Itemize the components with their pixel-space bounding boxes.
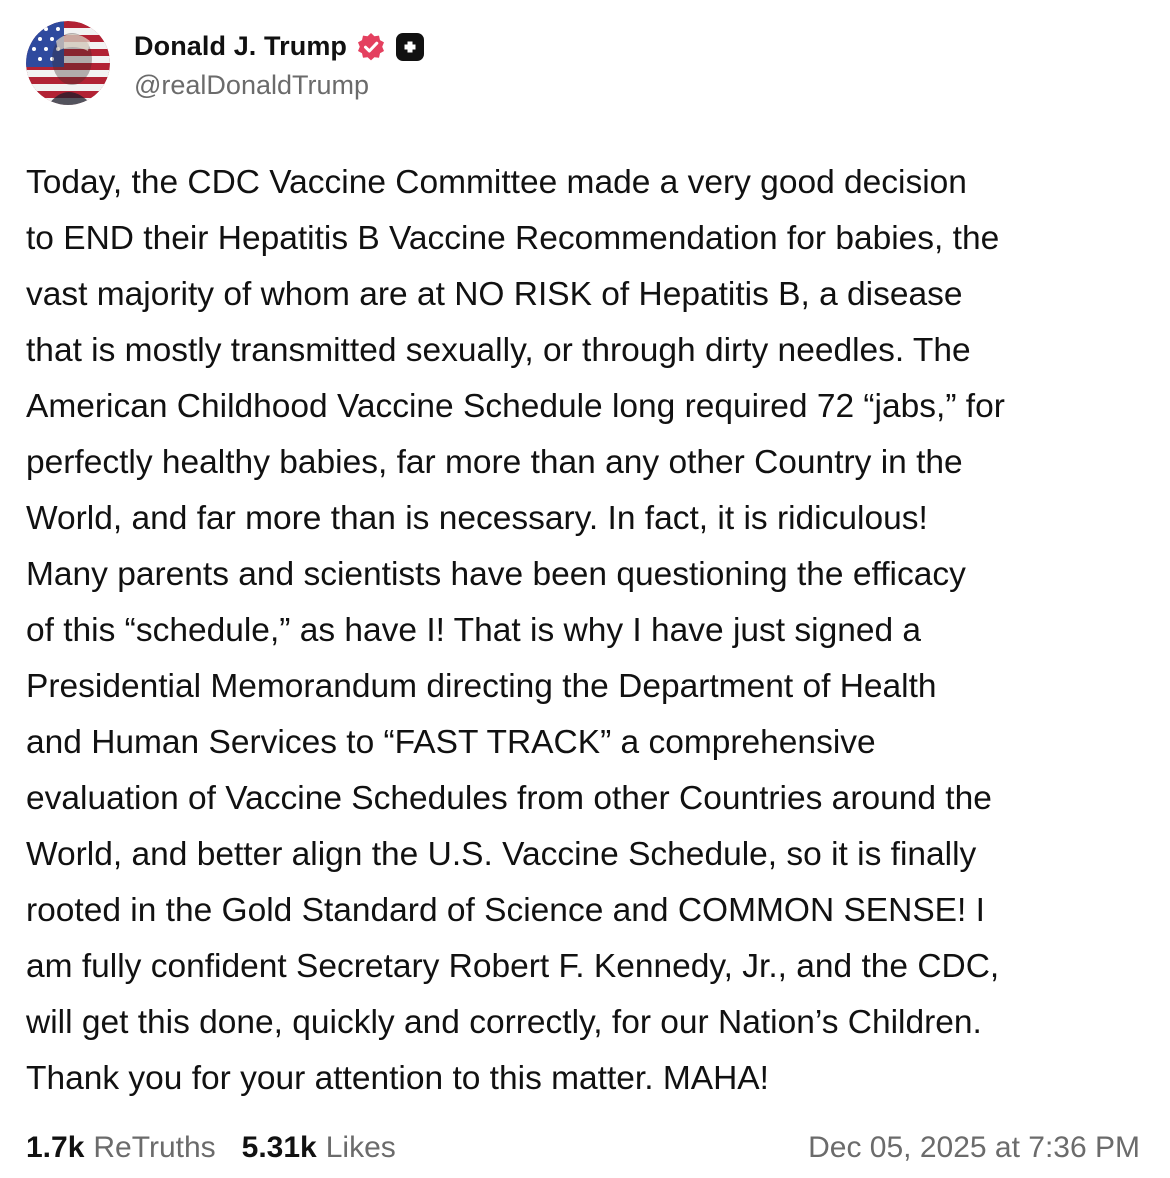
author-handle[interactable]: @realDonaldTrump — [134, 69, 369, 100]
post-body-line: Many parents and scientists have been questioning the efficacy — [26, 556, 966, 593]
post-body-line: Thank you for your attention to this matter. MAHA! — [26, 1060, 769, 1097]
truth-plus-icon — [394, 31, 426, 63]
author-display-name[interactable]: Donald J. Trump — [134, 31, 348, 61]
post-timestamp[interactable]: Dec 05, 2025 at 7:36 PM — [808, 1131, 1140, 1164]
retruths-label: ReTruths — [93, 1131, 216, 1164]
avatar[interactable] — [26, 21, 110, 105]
post-body-line: to END their Hepatitis B Vaccine Recommendation for babies, the — [26, 220, 1000, 257]
post-header — [26, 20, 426, 106]
post-body-line: that is mostly transmitted sexually, or through dirty needles. The — [26, 332, 971, 369]
author-identity — [134, 26, 426, 101]
post-body-line: of this “schedule,” as have I! That is why I have just signed a — [26, 612, 922, 649]
likes-label: Likes — [325, 1131, 396, 1164]
post-body — [26, 155, 1151, 1107]
post-body-line: will get this done, quickly and correctly, for our Nation’s Children. — [26, 1004, 982, 1041]
post-body-line: evaluation of Vaccine Schedules from other Countries around the — [26, 780, 992, 817]
likes-count: 5.31k — [241, 1131, 317, 1164]
post-body-line: World, and better align the U.S. Vaccine Schedule, so it is finally — [26, 836, 977, 873]
post-body-line: American Childhood Vaccine Schedule long required 72 “jabs,” for — [26, 388, 1005, 425]
name-row — [134, 26, 426, 68]
retruths-stat[interactable] — [26, 1131, 216, 1165]
post-body-line: perfectly healthy babies, far more than any other Country in the — [26, 444, 963, 481]
profile-photo-flag-overlay-icon — [26, 21, 110, 105]
post-body-line: rooted in the Gold Standard of Science and COMMON SENSE! I — [26, 892, 985, 929]
post-body-line: am fully confident Secretary Robert F. Kennedy, Jr., and the CDC, — [26, 948, 1000, 985]
post-body-line: Presidential Memorandum directing the Department of Health — [26, 668, 937, 705]
post-body-line: World, and far more than is necessary. In fact, it is ridiculous! — [26, 500, 928, 537]
verified-badge-icon — [355, 31, 387, 63]
likes-stat[interactable] — [242, 1131, 396, 1165]
post-footer — [26, 1126, 1140, 1170]
post-body-line: and Human Services to “FAST TRACK” a comprehensive — [26, 724, 876, 761]
post-body-line: Today, the CDC Vaccine Committee made a very good decision — [26, 164, 967, 201]
post-body-line: vast majority of whom are at NO RISK of Hepatitis B, a disease — [26, 276, 963, 313]
retruths-count: 1.7k — [26, 1131, 85, 1164]
